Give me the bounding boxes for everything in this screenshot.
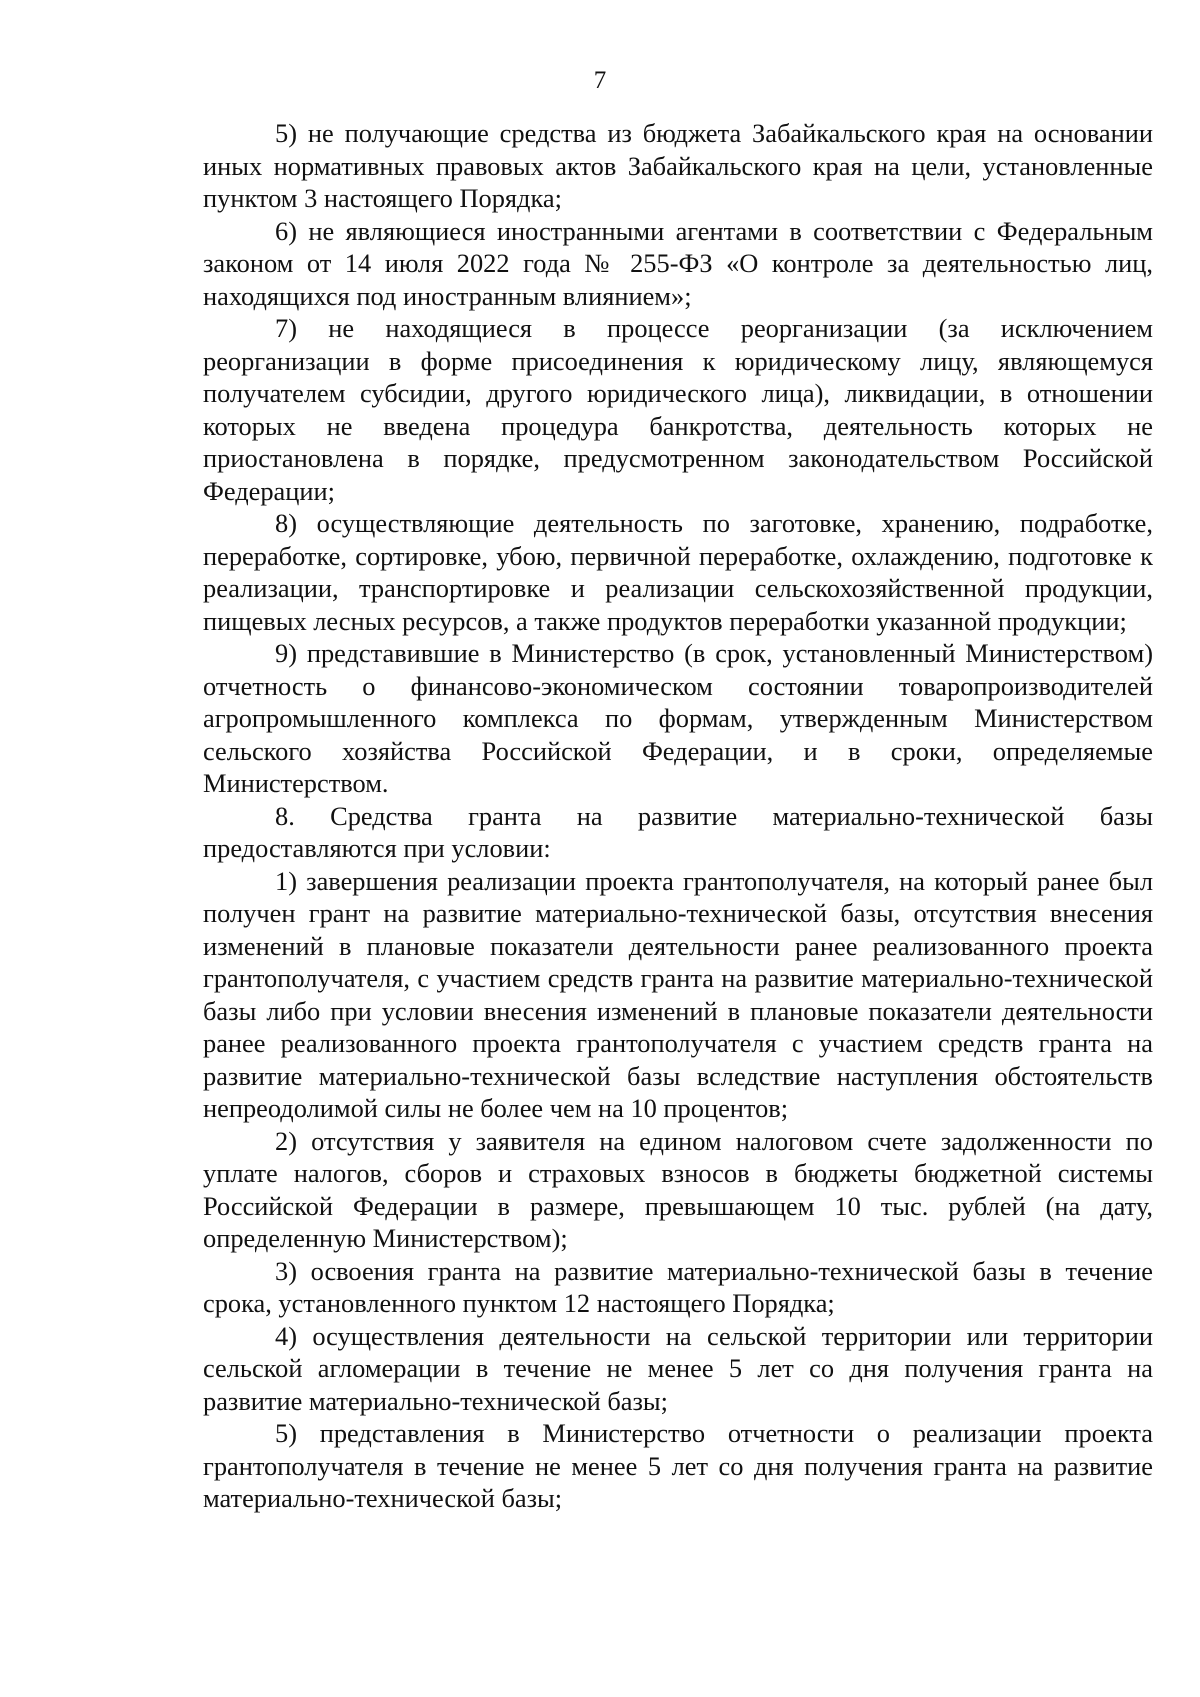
paragraph-condition-1: 1) завершения реализации проекта грантополучателя, на который ранее был получен грант на развитие материально-технической базы, отсутствия внесения изменений в плановые показатели деятельности ранее реализованного проекта грантополучателя, с участием средств гранта на развитие материально-технической базы либо при условии внесения изменений в плановые показатели деятельности ранее реализованного проекта грантополучателя с участием средств гранта на развитие материально-технической базы вследствие наступления обстоятельств непреодолимой силы не более чем на 10 процентов; (203, 865, 1153, 1123)
paragraph-item-9: 9) представившие в Министерство (в срок, установленный Министерством) отчетность о финансово-экономическом состоянии товаропроизводителей агропромышленного комплекса по формам, утвержденным Министерством сельского хозяйства Российской Федерации, и в сроки, определяемые Министерством. (203, 638, 1153, 798)
paragraph-section-8: 8. Средства гранта на развитие материально-технической базы предоставляются при условии: (203, 800, 1153, 863)
paragraph-condition-3: 3) освоения гранта на развитие материально-технической базы в течение срока, установленного пунктом 12 настоящего Порядка; (203, 1255, 1153, 1318)
paragraph-item-6: 6) не являющиеся иностранными агентами в соответствии с Федеральным законом от 14 июля 2022 года № 255-ФЗ «О контроле за деятельностью лиц, находящихся под иностранным влиянием»; (203, 215, 1153, 311)
paragraph-condition-2: 2) отсутствия у заявителя на едином налоговом счете задолженности по уплате налогов, сборов и страховых взносов в бюджеты бюджетной системы Российской Федерации в размере, превышающем 10 тыс. рублей (на дату, определенную Министерством); (203, 1125, 1153, 1253)
paragraph-condition-4: 4) осуществления деятельности на сельской территории или территории сельской агломерации в течение не менее 5 лет со дня получения гранта на развитие материально-технической базы; (203, 1320, 1153, 1416)
page-number: 7 (593, 67, 607, 94)
paragraph-item-5: 5) не получающие средства из бюджета Забайкальского края на основании иных нормативных правовых актов Забайкальского края на цели, установленные пунктом 3 настоящего Порядка; (203, 118, 1153, 213)
document-body (203, 117, 1153, 1515)
paragraph-item-7: 7) не находящиеся в процессе реорганизации (за исключением реорганизации в форме присоединения к юридическому лицу, являющемуся получателем субсидии, другого юридического лица), ликвидации, в отношении которых не введена процедура банкротства, деятельность которых не приостановлена в порядке, предусмотренном законодательством Российской Федерации; (203, 313, 1153, 506)
paragraph-item-8: 8) осуществляющие деятельность по заготовке, хранению, подработке, переработке, сортировке, убою, первичной переработке, охлаждению, подготовке к реализации, транспортировке и реализации сельскохозяйственной продукции, пищевых лесных ресурсов, а также продуктов переработки указанной продукции; (203, 508, 1153, 636)
paragraph-condition-5: 5) представления в Министерство отчетности о реализации проекта грантополучателя в течение не менее 5 лет со дня получения гранта на развитие материально-технической базы; (203, 1418, 1153, 1513)
